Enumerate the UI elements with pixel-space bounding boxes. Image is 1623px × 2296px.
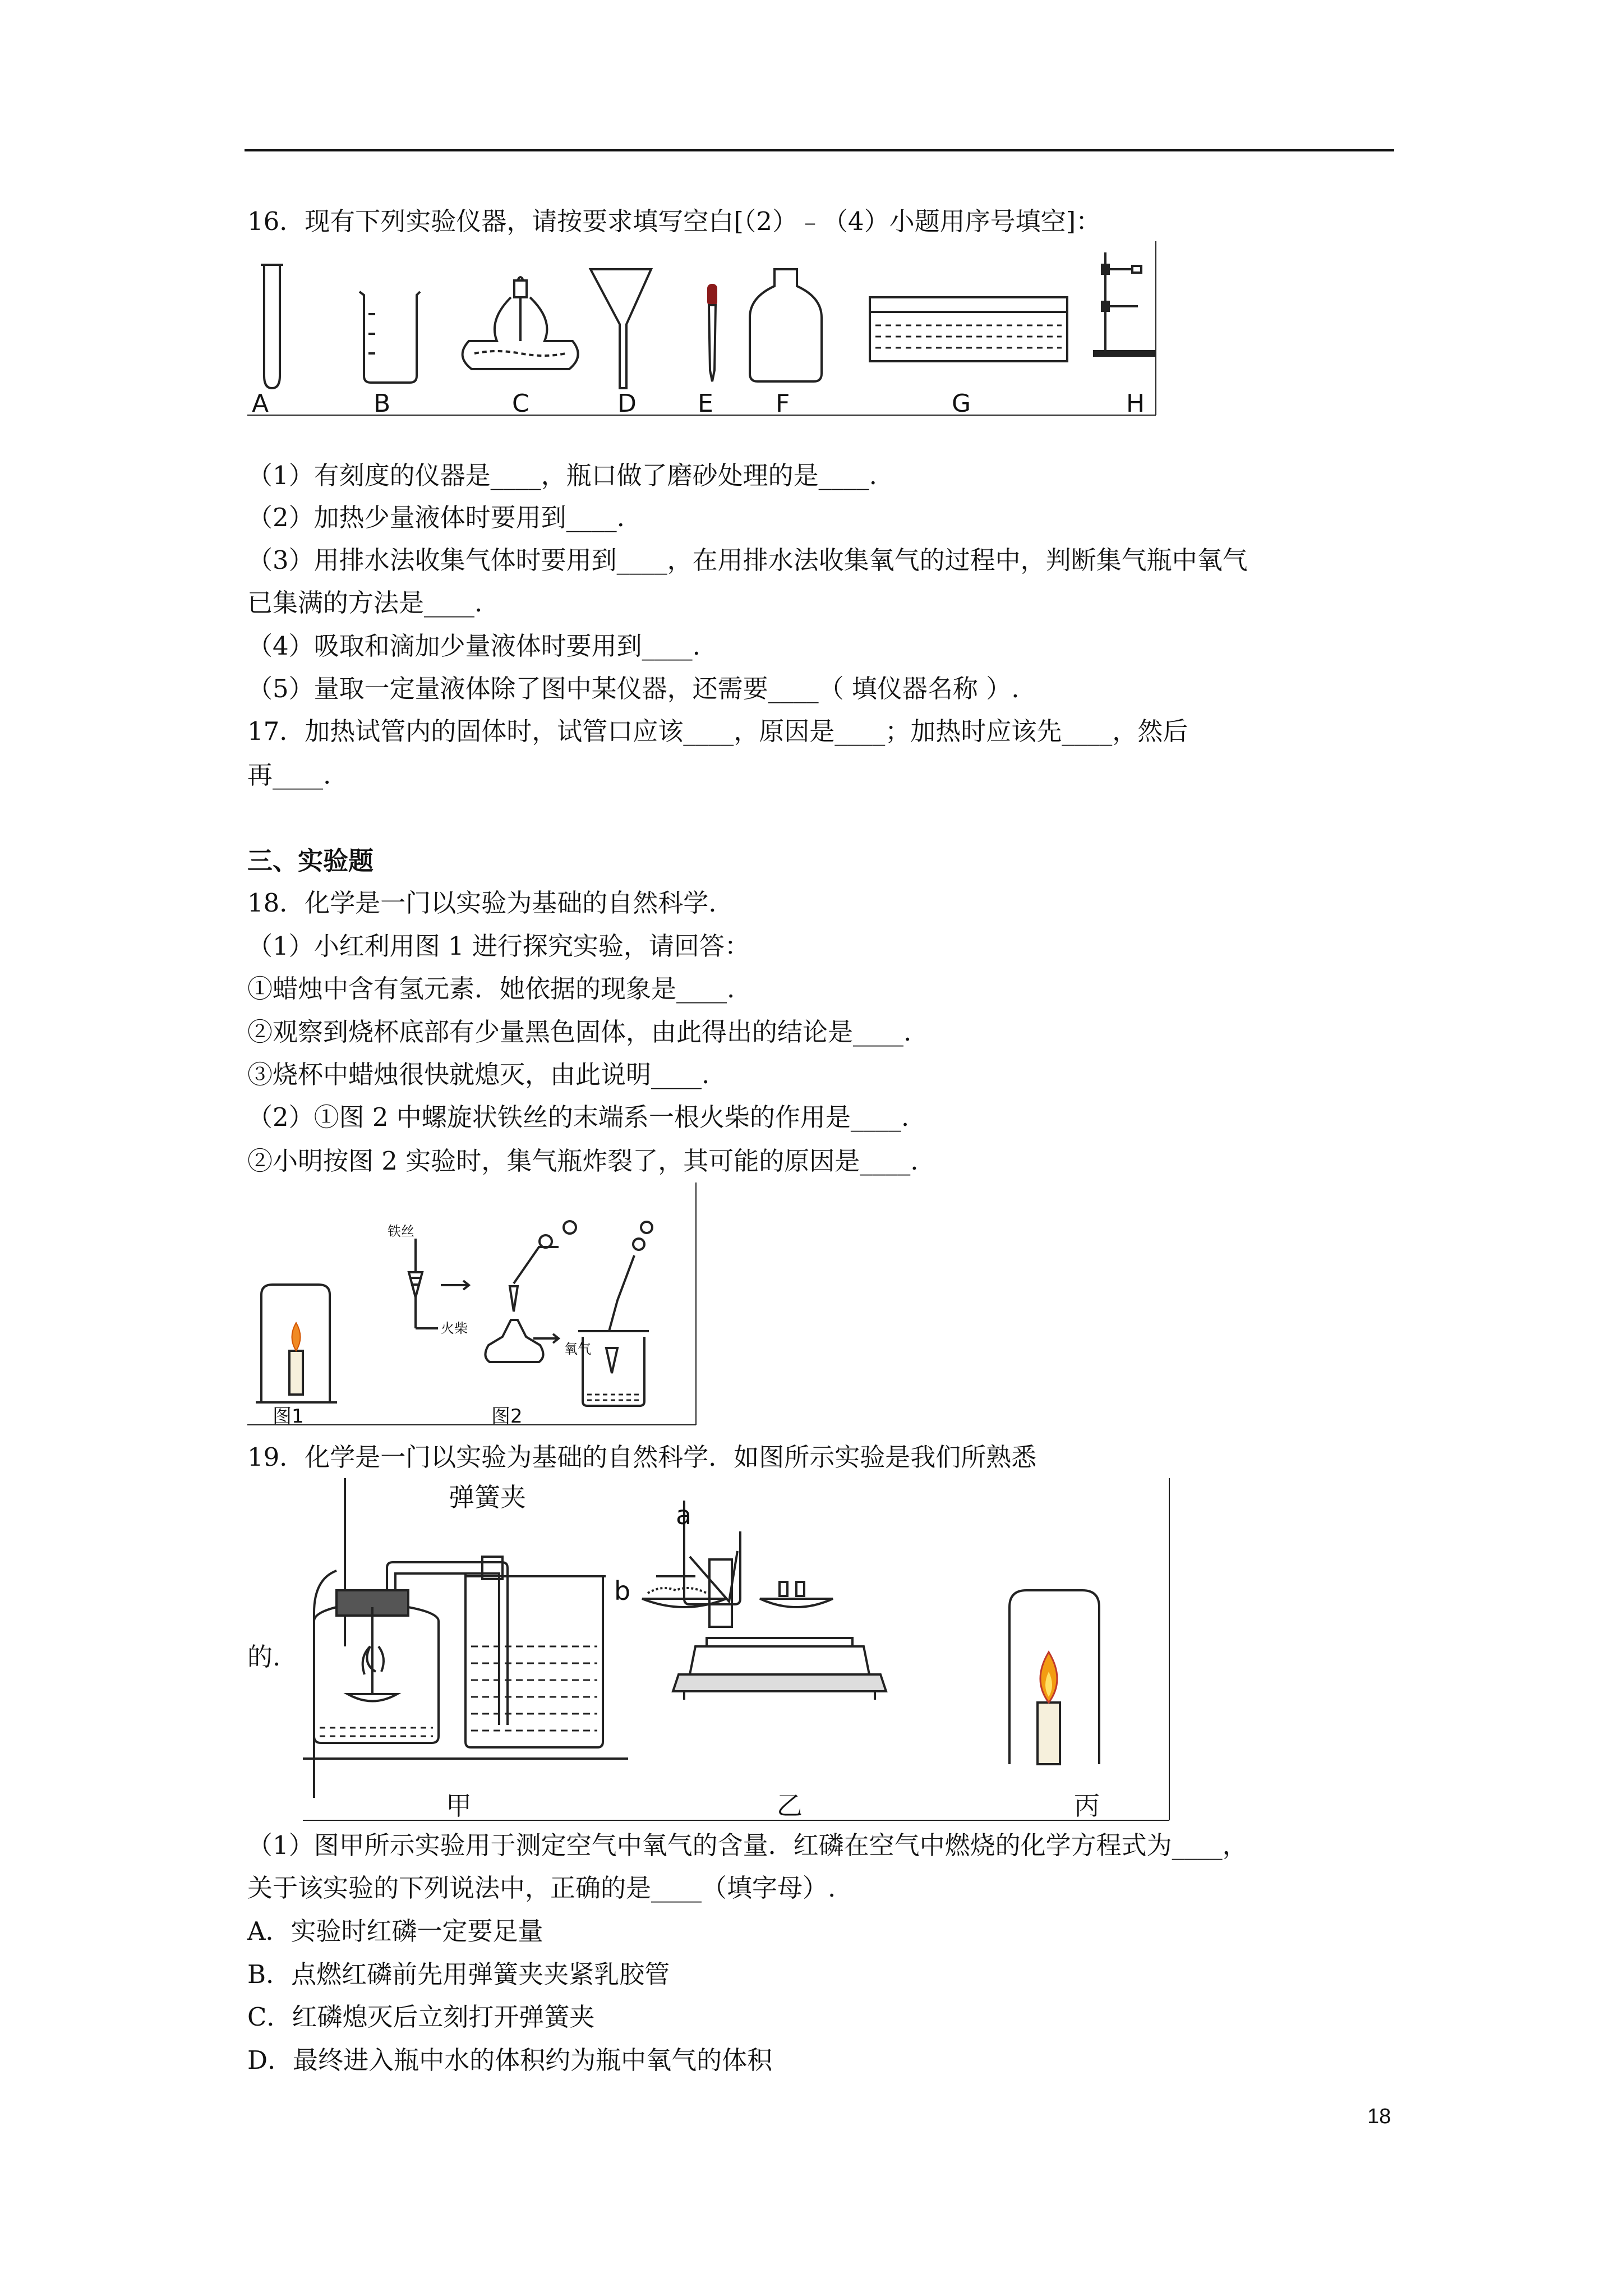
iron-stand-icon	[1094, 252, 1155, 356]
q16-sub3-line1: （3）用排水法收集气体时要用到____，在用排水法收集氧气的过程中，判断集气瓶中氧气	[247, 545, 1248, 575]
q16-sub2: （2）加热少量液体时要用到____.	[247, 503, 625, 532]
q16-apparatus-figure	[247, 241, 1178, 424]
q17-line2: 再____.	[247, 760, 331, 790]
dropper-icon	[708, 285, 716, 381]
candle-beaker-icon	[256, 1285, 337, 1402]
funnel-icon	[591, 269, 651, 388]
q19-stem-end: 的.	[247, 1642, 281, 1672]
label-g: G	[952, 389, 971, 418]
label-a: a	[676, 1500, 692, 1530]
q19-option-a: A．实验时红磷一定要足量	[247, 1916, 543, 1946]
label-spring-clamp: 弹簧夹	[449, 1482, 526, 1512]
alcohol-lamp-icon	[485, 1320, 543, 1362]
caption-fig2: 图2	[491, 1405, 523, 1428]
label-yi: 乙	[777, 1791, 803, 1821]
section-title: 三、实验题	[247, 846, 374, 876]
label-iron-wire: 铁丝	[388, 1223, 414, 1239]
alcohol-lamp-icon	[463, 277, 578, 369]
q18-part1-c: ③烧杯中蜡烛很快就熄灭，由此说明____.	[247, 1060, 710, 1089]
reagent-bottle-icon	[750, 269, 822, 381]
test-tube-icon	[261, 265, 283, 388]
beaker-icon	[359, 292, 420, 383]
q19-part1-line1: （1）图甲所示实验用于测定空气中氧气的含量．红磷在空气中燃烧的化学方程式为____，	[247, 1830, 1248, 1860]
label-e: E	[698, 389, 713, 418]
q19-part1-line2: 关于该实验的下列说法中，正确的是____（填字母）.	[247, 1873, 836, 1903]
label-b: B	[374, 389, 391, 418]
tongs-icon	[514, 1221, 576, 1283]
q16-sub4: （4）吸取和滴加少量液体时要用到____.	[247, 631, 700, 661]
label-c: C	[512, 389, 529, 418]
label-d: D	[617, 389, 637, 418]
q18-part1-a: ①蜡烛中含有氢元素．她依据的现象是____.	[247, 974, 735, 1004]
candle-flame-icon	[1009, 1590, 1099, 1764]
q16-sub1: （1）有刻度的仪器是____，瓶口做了磨砂处理的是____.	[247, 461, 877, 490]
q19-option-d: D．最终进入瓶中水的体积约为瓶中氧气的体积	[247, 2045, 773, 2075]
q18-part1: （1）小红利用图 1 进行探究实验，请回答：	[247, 931, 750, 961]
q18-part2-b: ②小明按图 2 实验时，集气瓶炸裂了，其可能的原因是____.	[247, 1146, 919, 1176]
q19-option-c: C．红磷熄灭后立刻打开弹簧夹	[247, 2002, 595, 2032]
label-b: b	[614, 1576, 631, 1606]
q19-stem: 19．化学是一门以实验为基础的自然科学．如图所示实验是我们所熟悉	[247, 1442, 1037, 1472]
balance-icon	[642, 1501, 886, 1700]
q17-line1: 17．加热试管内的固体时，试管口应该____，原因是____；加热时应该先____，然后	[247, 716, 1188, 746]
q18-part2-a: （2）①图 2 中螺旋状铁丝的末端系一根火柴的作用是____.	[247, 1102, 910, 1132]
q18-stem: 18．化学是一门以实验为基础的自然科学.	[247, 888, 717, 918]
label-f: F	[776, 389, 790, 418]
label-a: A	[252, 389, 269, 418]
page-number: 18	[1367, 2105, 1391, 2128]
oxygen-content-apparatus-icon	[303, 1478, 631, 1798]
label-match: 火柴	[441, 1320, 468, 1336]
header-rule	[245, 149, 1394, 151]
q16-sub3-line2: 已集满的方法是____.	[247, 588, 483, 618]
iron-wire-icon	[409, 1239, 422, 1297]
q16-sub5: （5）量取一定量液体除了图中某仪器，还需要____（ 填仪器名称 ）.	[247, 674, 1020, 703]
label-h: H	[1126, 389, 1145, 418]
q19-figure	[303, 1478, 1172, 1823]
q18-figure	[247, 1182, 699, 1429]
label-bing: 丙	[1074, 1791, 1100, 1821]
q18-part1-b: ②观察到烧杯底部有少量黑色固体，由此得出的结论是____.	[247, 1017, 912, 1047]
caption-fig1: 图1	[273, 1405, 304, 1428]
q19-option-b: B．点燃红磷前先用弹簧夹夹紧乳胶管	[247, 1959, 670, 1989]
label-oxygen: 氧气	[564, 1341, 591, 1357]
label-jia: 甲	[446, 1791, 472, 1821]
gas-jar-icon	[578, 1222, 652, 1406]
q16-stem: 16．现有下列实验仪器，请按要求填写空白[（2）﹣（4）小题用序号填空]：	[247, 206, 1101, 236]
water-trough-icon	[870, 297, 1067, 361]
